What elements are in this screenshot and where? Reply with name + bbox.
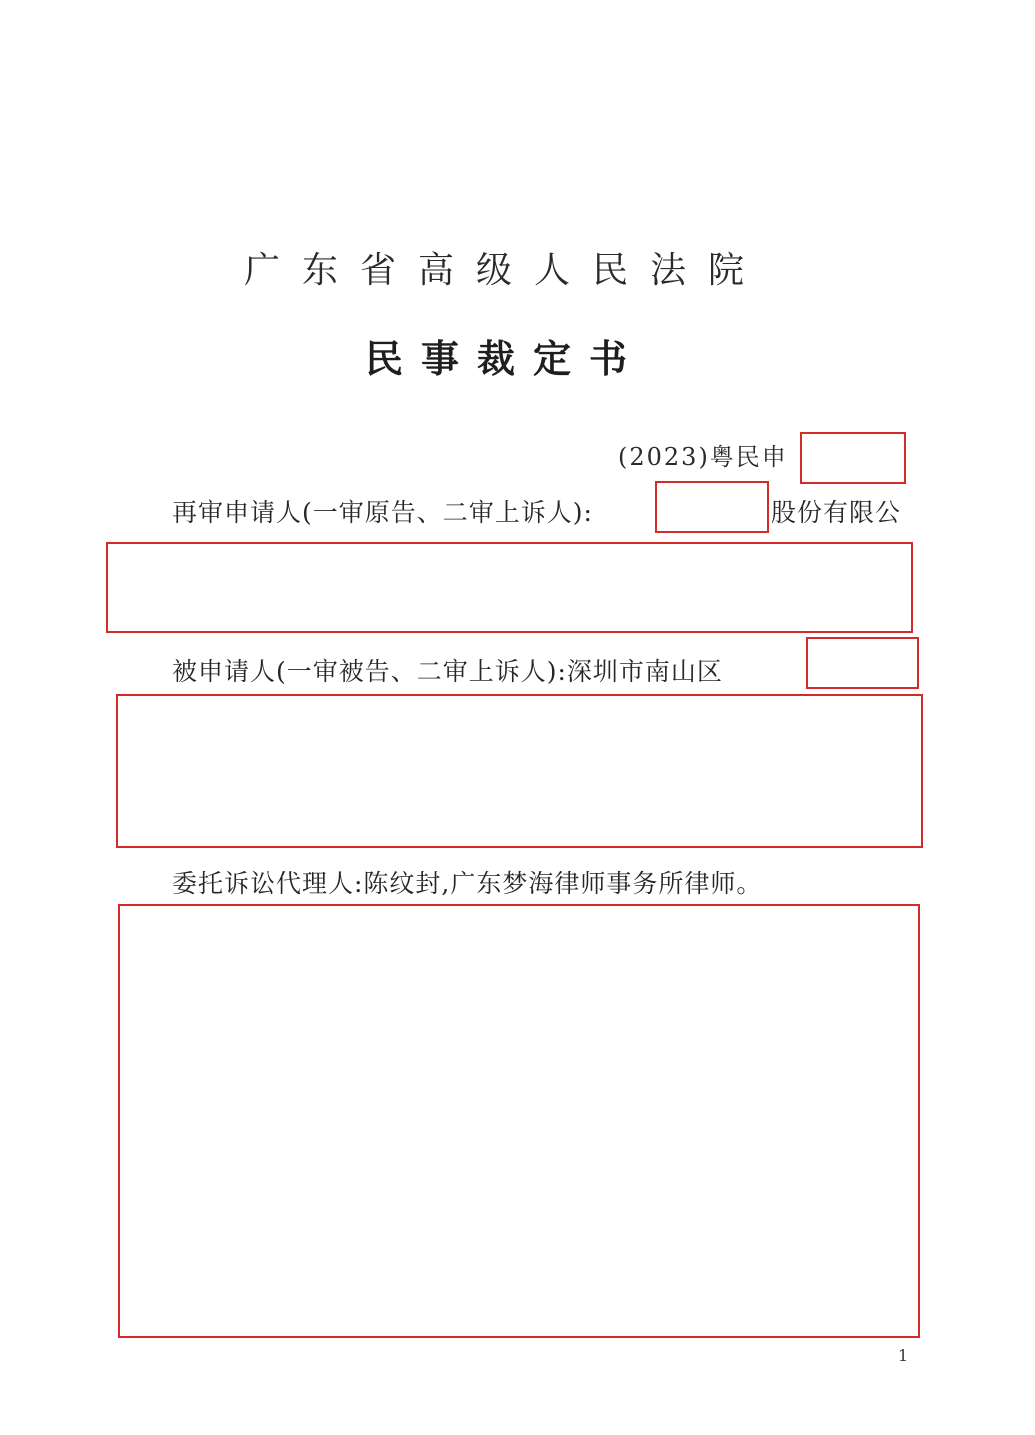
redaction-box-respondent-name [806,637,919,689]
redaction-box-body [118,904,920,1338]
agent-line: 委托诉讼代理人:陈纹封,广东梦海律师事务所律师。 [172,869,763,898]
case-number: (2023)粤民申 [618,443,788,471]
court-name: 广东省高级人民法院 [243,250,766,291]
redaction-box-case-number [800,432,906,484]
applicant-name-suffix: 股份有限公 [771,498,902,527]
document-type-title: 民事裁定书 [364,336,645,381]
redaction-box-applicant-details [106,542,913,633]
redaction-box-respondent-details [116,694,923,848]
redaction-box-applicant-name [655,481,769,533]
applicant-label: 再审申请人(一审原告、二审上诉人): [172,498,593,527]
page-number: 1 [898,1346,909,1365]
respondent-line: 被申请人(一审被告、二审上诉人):深圳市南山区 [172,657,723,686]
